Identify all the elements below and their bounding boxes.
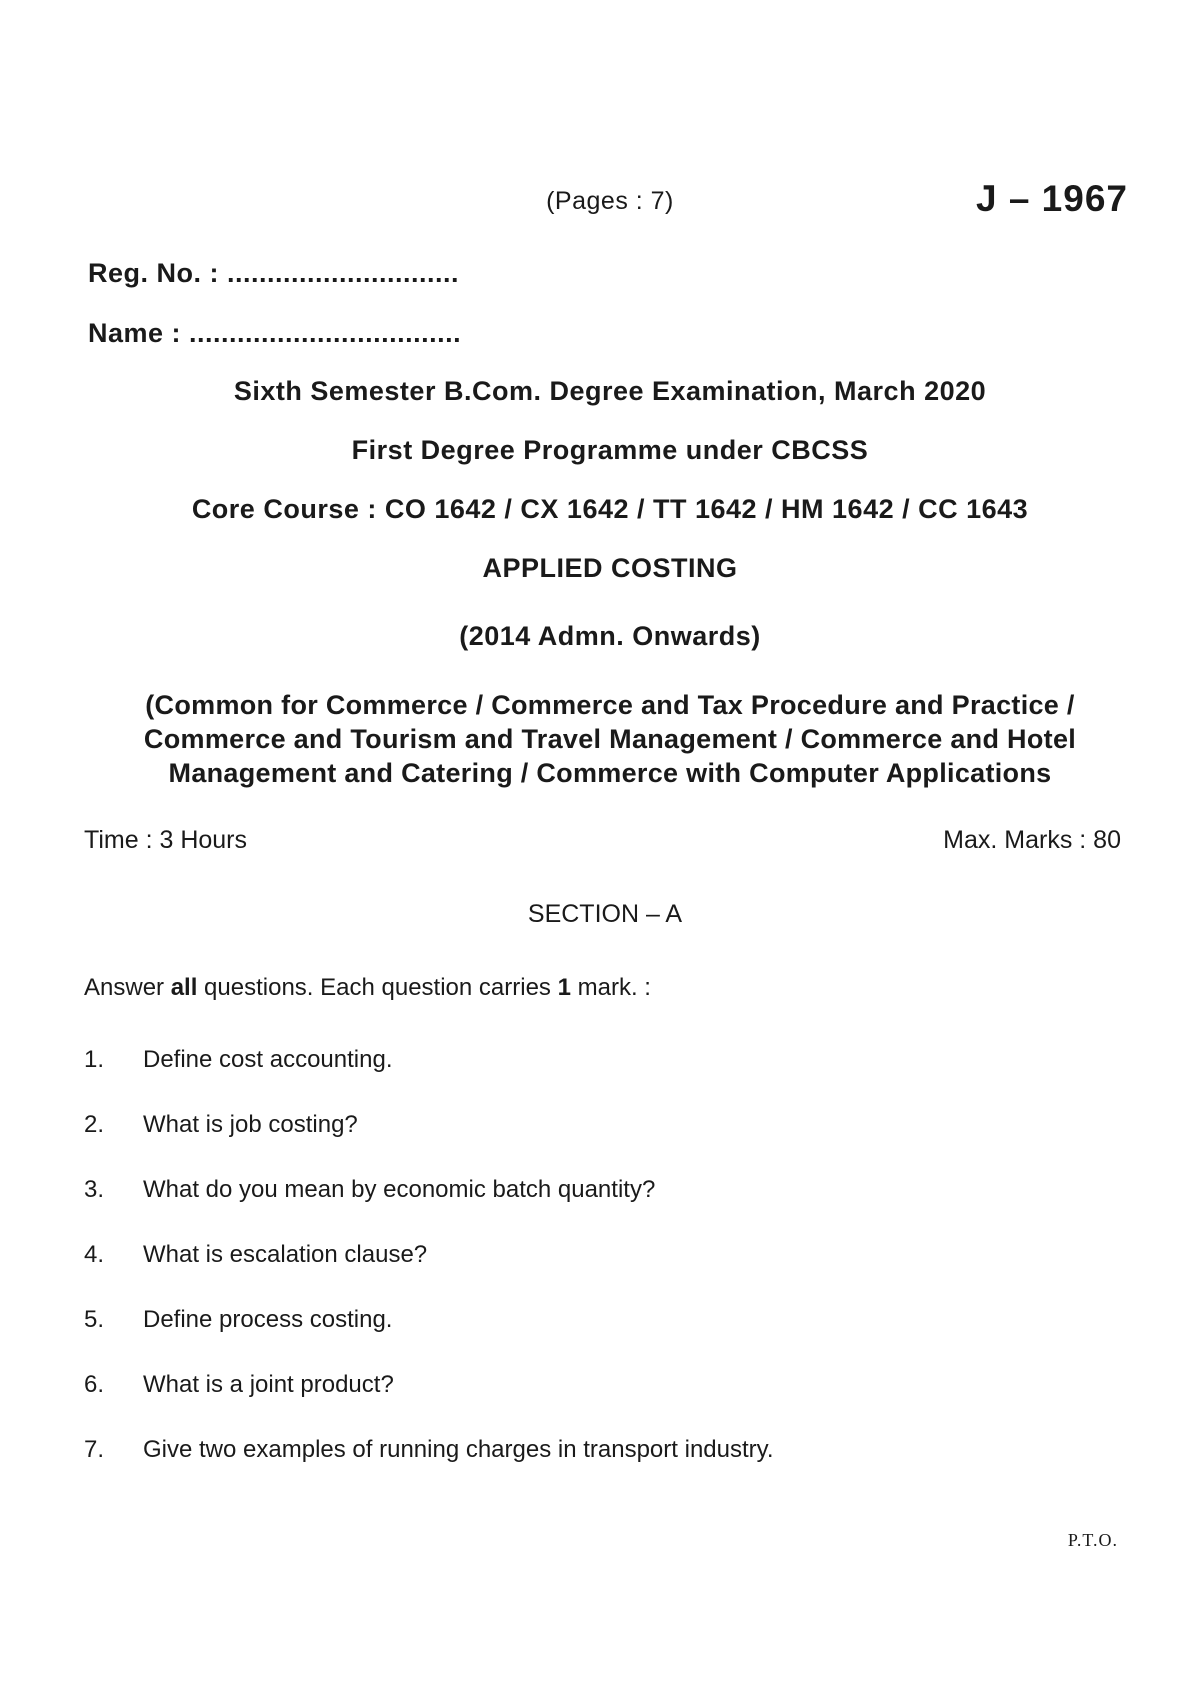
- reg-no-field: Reg. No. : .............................: [88, 258, 460, 288]
- question-item: [84, 1046, 774, 1111]
- question-item: [84, 1436, 774, 1501]
- instruction-text: mark. :: [570, 974, 651, 1001]
- admission-line: (2014 Admn. Onwards): [459, 621, 761, 651]
- question-number: 3.: [84, 1176, 105, 1203]
- question-item: [84, 1241, 774, 1306]
- question-list: [84, 1046, 774, 1501]
- question-text: What do you mean by economic batch quantity?: [143, 1176, 656, 1203]
- paper-code: J – 1967: [975, 178, 1128, 219]
- question-item: [84, 1111, 774, 1176]
- pto-note: P.T.O.: [1067, 1530, 1118, 1550]
- common-for-line: (Common for Commerce / Commerce and Tax Procedure and Practice /: [145, 690, 1075, 720]
- exam-duration: Time : 3 Hours: [84, 826, 248, 854]
- core-course-line: Core Course : CO 1642 / CX 1642 / TT 1642 / HM 1642 / CC 1643: [191, 494, 1029, 524]
- question-item: [84, 1306, 774, 1371]
- common-for-line: Commerce and Tourism and Travel Management / Commerce and Hotel: [143, 724, 1077, 754]
- subject-title: APPLIED COSTING: [482, 553, 738, 583]
- section-instruction: [84, 974, 651, 1002]
- question-text: Define process costing.: [143, 1306, 393, 1333]
- instruction-emphasis: all: [170, 974, 198, 1001]
- common-for-block: [80, 688, 1140, 790]
- question-number: 1.: [84, 1046, 105, 1073]
- question-text: Define cost accounting.: [143, 1046, 393, 1073]
- question-number: 5.: [84, 1306, 105, 1333]
- question-text: Give two examples of running charges in transport industry.: [143, 1436, 774, 1463]
- name-field: Name : ..................................: [88, 318, 462, 348]
- exam-title: Sixth Semester B.Com. Degree Examination, March 2020: [233, 376, 987, 406]
- programme-line: First Degree Programme under CBCSS: [351, 435, 869, 465]
- page-count: (Pages : 7): [546, 187, 674, 215]
- instruction-text: questions. Each question carries: [197, 974, 558, 1001]
- question-text: What is a joint product?: [143, 1371, 394, 1398]
- max-marks: Max. Marks : 80: [943, 826, 1121, 854]
- instruction-emphasis: 1: [557, 974, 571, 1001]
- question-text: What is escalation clause?: [143, 1241, 428, 1268]
- question-number: 6.: [84, 1371, 105, 1398]
- question-number: 4.: [84, 1241, 105, 1268]
- question-number: 2.: [84, 1111, 105, 1138]
- question-item: [84, 1371, 774, 1436]
- common-for-line: Management and Catering / Commerce with Computer Applications: [168, 758, 1052, 788]
- instruction-text: Answer: [84, 974, 171, 1001]
- question-number: 7.: [84, 1436, 105, 1463]
- question-item: [84, 1176, 774, 1241]
- question-text: What is job costing?: [143, 1111, 358, 1138]
- section-title: SECTION – A: [527, 900, 683, 928]
